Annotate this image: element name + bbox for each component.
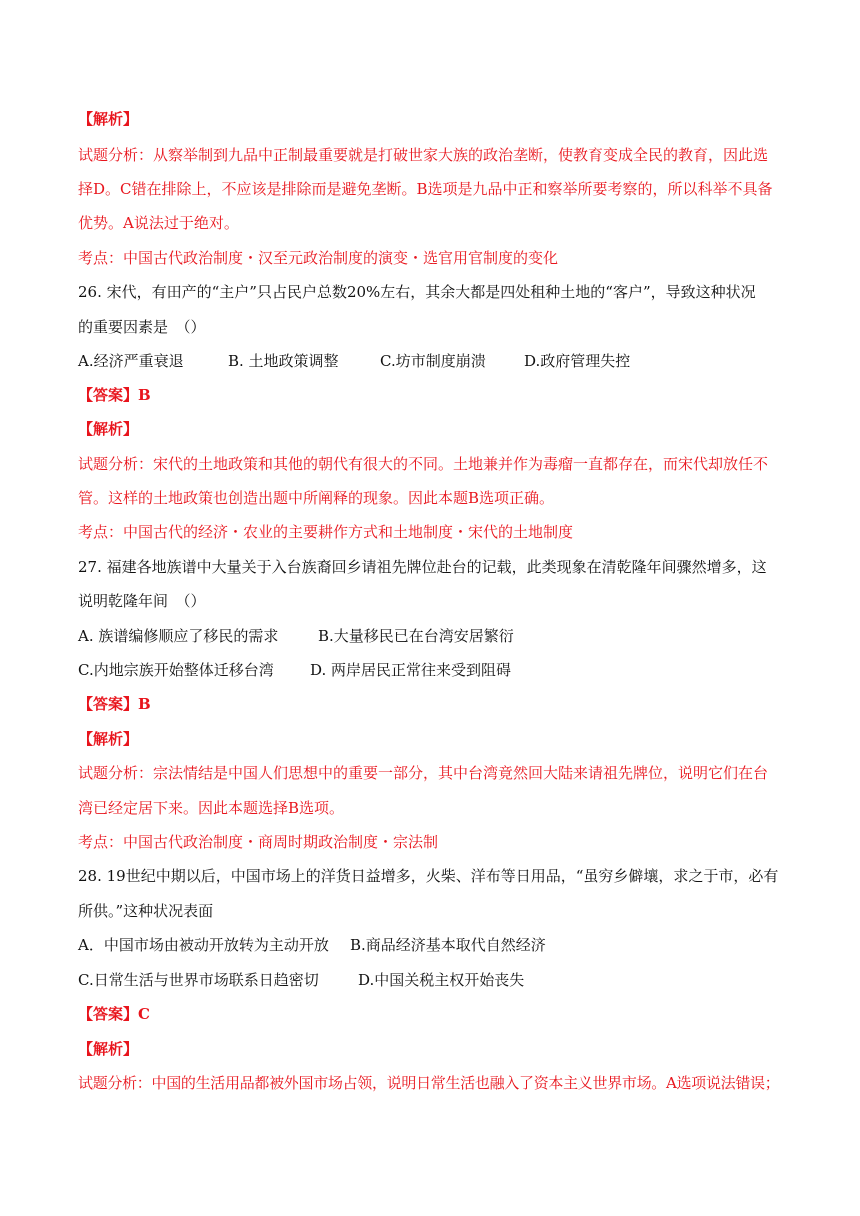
- option-b: B. 土地政策调整: [228, 352, 339, 370]
- option-a: A. 族谱编修顺应了移民的需求: [78, 627, 279, 645]
- answer-text: 【答案】B: [78, 695, 151, 713]
- analysis-text: 试题分析：宋代的土地政策和其他的朝代有很大的不同。土地兼并作为毒瘤一直都存在，而宋代却放任不: [78, 455, 769, 473]
- option-d: D.政府管理失控: [524, 352, 631, 370]
- answer-text: 【答案】B: [78, 386, 151, 404]
- question-stem: 的重要因素是 （）: [78, 318, 206, 336]
- analysis-text: 试题分析：宗法情结是中国人们思想中的重要一部分，其中台湾竟然回大陆来请祖先牌位，说明它们在台: [78, 764, 769, 782]
- question-stem: 28. 19世纪中期以后，中国市场上的洋货日益增多，火柴、洋布等日用品，“虽穷乡僻壤，求之于市，必有: [78, 867, 779, 885]
- question-stem: 说明乾隆年间 （）: [78, 592, 206, 610]
- keypoint-text: 考点：中国古代的经济・农业的主要耕作方式和土地制度・宋代的土地制度: [78, 523, 574, 541]
- analysis-text: 湾已经定居下来。因此本题选择B选项。: [78, 799, 345, 817]
- analysis-text: 试题分析：从察举制到九品中正制最重要就是打破世家大族的政治垄断，使教育变成全民的教育，因此选: [78, 146, 769, 164]
- question-stem: 26. 宋代，有田产的“主户”只占民户总数20%左右，其余大都是四处租种土地的“客户”，导致这种状况: [78, 283, 756, 301]
- keypoint-text: 考点：中国古代政治制度・汉至元政治制度的演变・选官用官制度的变化: [78, 249, 559, 267]
- option-b: B.大量移民已在台湾安居繁衍: [318, 627, 514, 645]
- options-row: [78, 935, 783, 955]
- analysis-text: 管。这样的土地政策也创造出题中所阐释的现象。因此本题B选项正确。: [78, 489, 555, 507]
- analysis-text: 择D。C错在排除上，不应该是排除而是避免垄断。B选项是九品中正和察举所要考察的，所以科举不具备: [78, 180, 773, 198]
- options-row: [78, 970, 783, 990]
- option-c: C.日常生活与世界市场联系日趋密切: [78, 971, 319, 989]
- question-stem: 所供。”这种状况表面: [78, 902, 214, 920]
- analysis-text: 优势。A说法过于绝对。: [78, 214, 239, 232]
- analysis-heading: 【解析】: [78, 420, 139, 438]
- analysis-heading: 【解析】: [78, 730, 139, 748]
- option-d: D. 两岸居民正常往来受到阻碍: [310, 661, 512, 679]
- option-c: C.坊市制度崩溃: [380, 352, 486, 370]
- option-b: B.商品经济基本取代自然经济: [350, 936, 546, 954]
- options-row: [78, 660, 783, 680]
- option-a: A.经济严重衰退: [78, 352, 184, 370]
- keypoint-text: 考点：中国古代政治制度・商周时期政治制度・宗法制: [78, 833, 439, 851]
- analysis-heading: 【解析】: [78, 1040, 139, 1058]
- options-row: [78, 351, 783, 371]
- question-stem: 27. 福建各地族谱中大量关于入台族裔回乡请祖先牌位赴台的记载，此类现象在清乾隆年间骤然增多，这: [78, 558, 767, 576]
- options-row: [78, 626, 783, 646]
- analysis-text: 试题分析：中国的生活用品都被外国市场占领，说明日常生活也融入了资本主义世界市场。A选项说法错误；: [78, 1074, 780, 1092]
- option-a: A．中国市场由被动开放转为主动开放: [78, 936, 329, 954]
- answer-text: 【答案】C: [78, 1005, 150, 1023]
- option-c: C.内地宗族开始整体迁移台湾: [78, 661, 274, 679]
- option-d: D.中国关税主权开始丧失: [358, 971, 525, 989]
- analysis-heading: 【解析】: [78, 110, 139, 128]
